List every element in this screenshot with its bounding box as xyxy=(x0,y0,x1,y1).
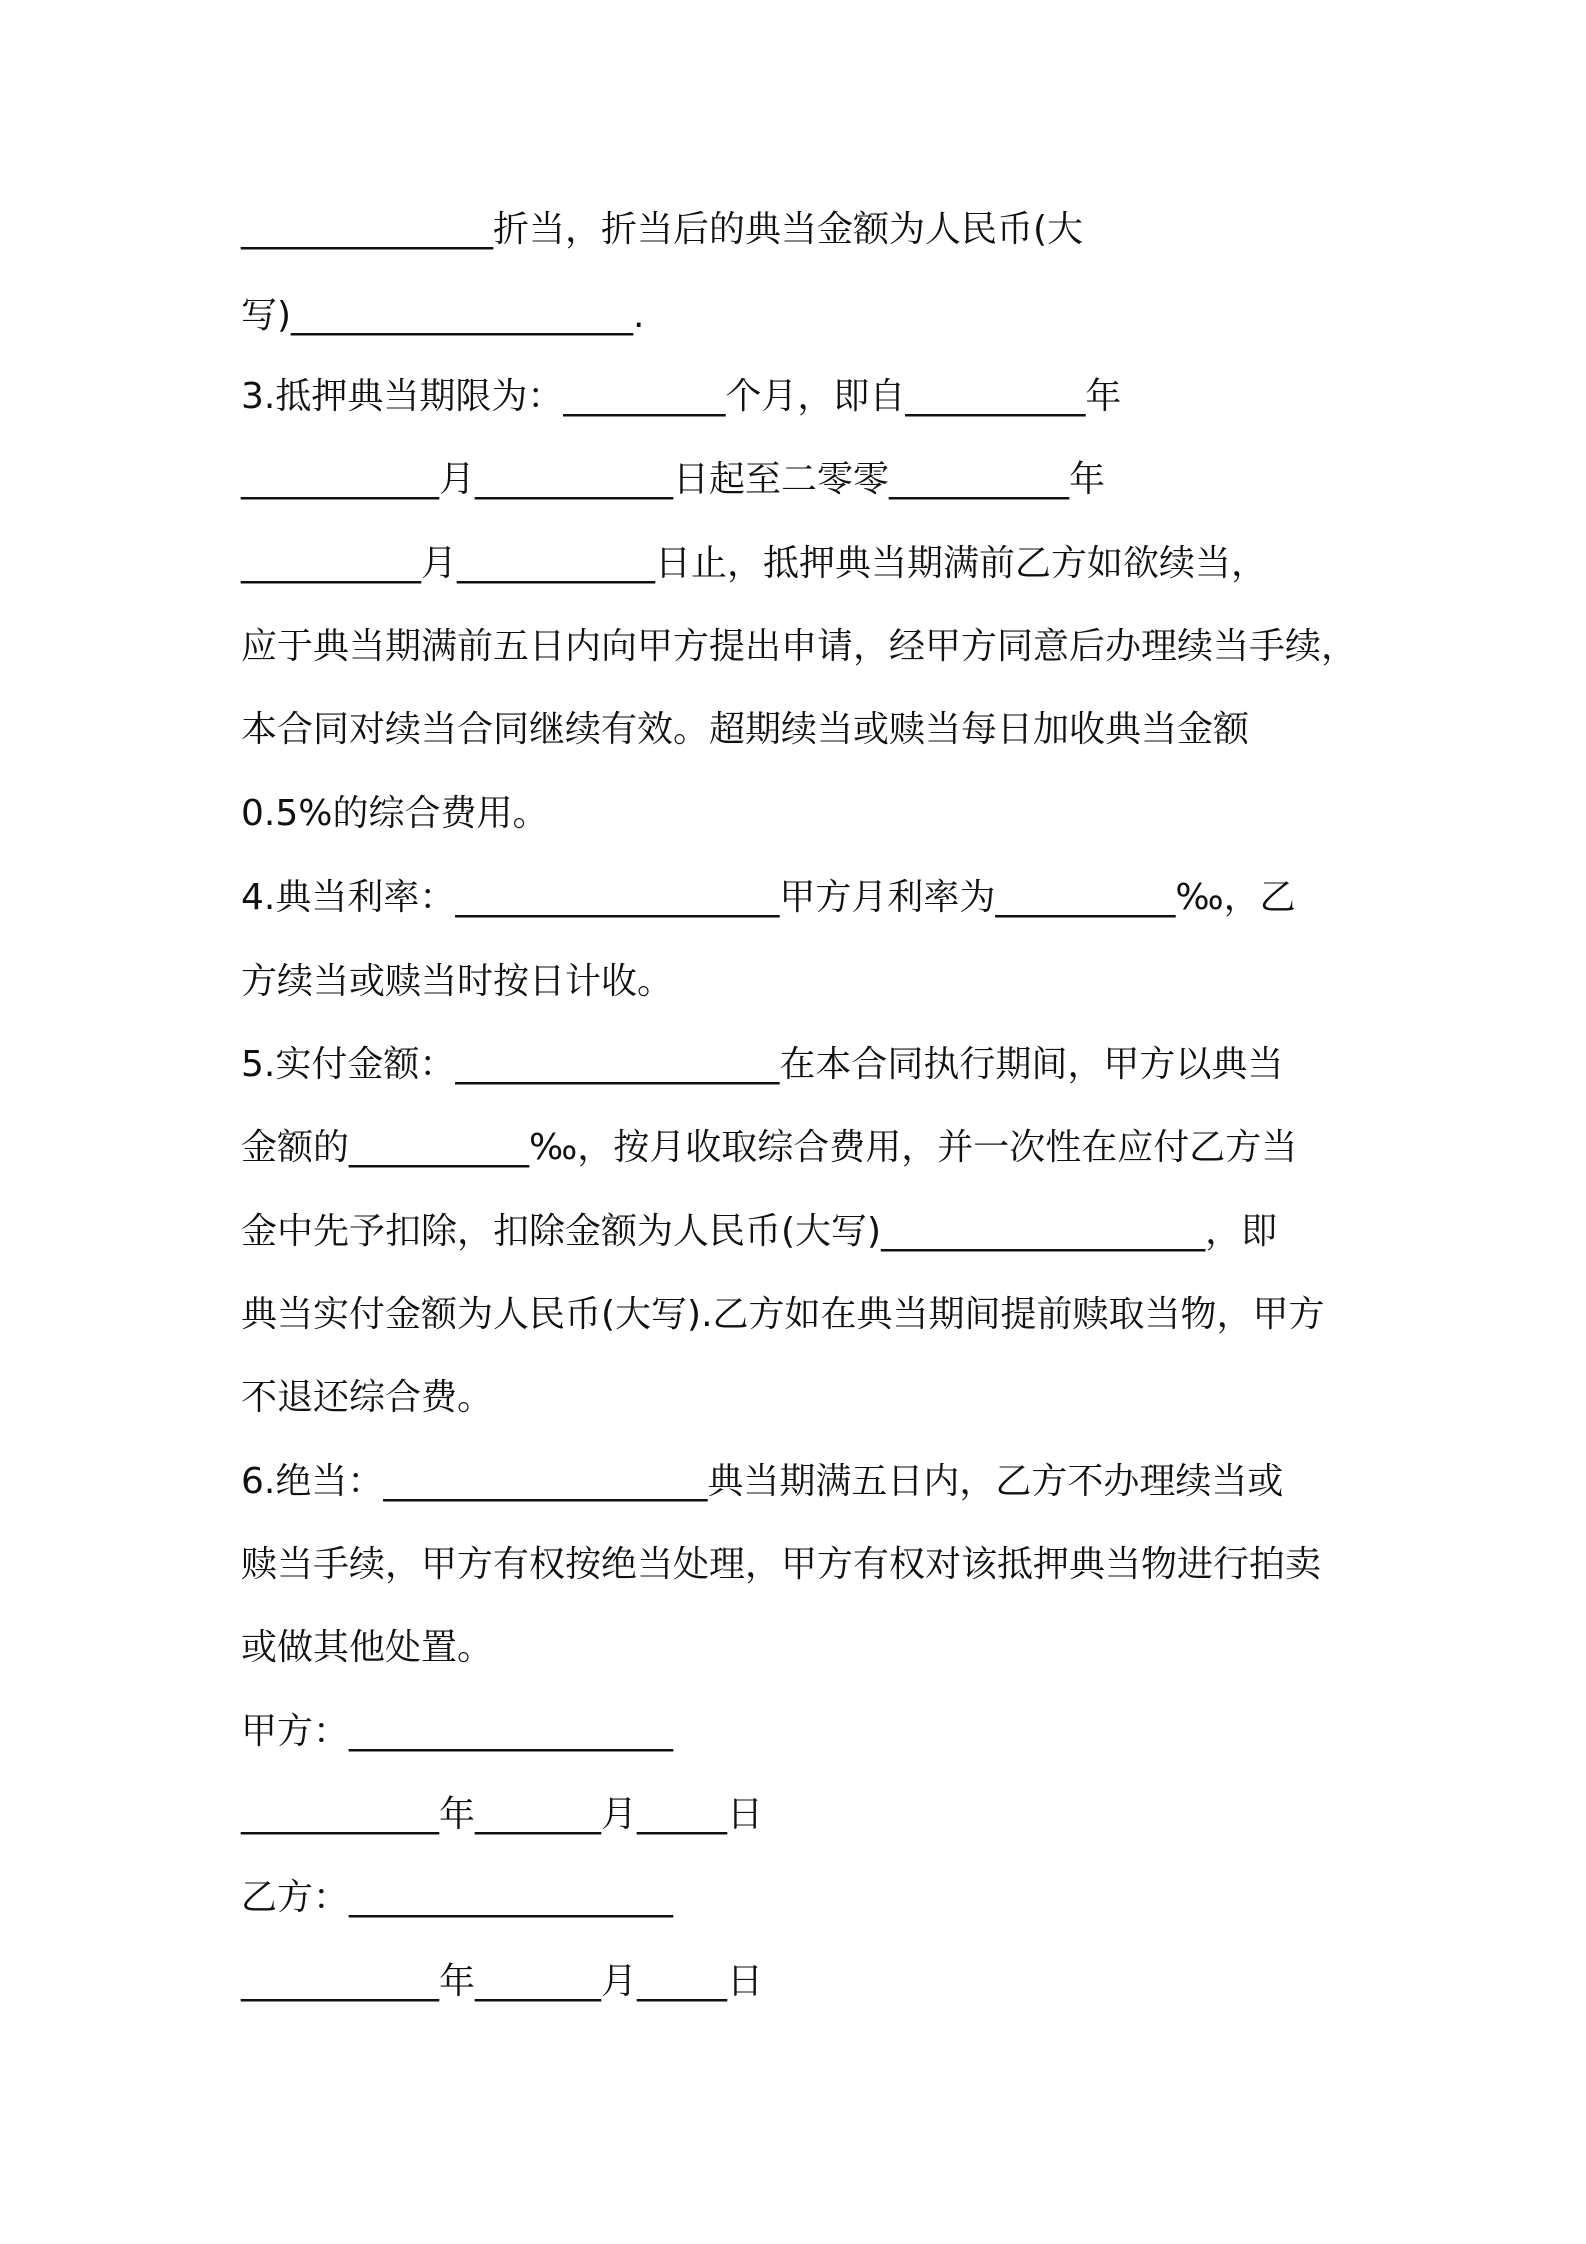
text-line-actual-payment: 典当实付金额为人民币(大写).乙方如在典当期间提前赎取当物，甲方 xyxy=(241,1294,1325,1335)
text-line-monthly-fee: 金额的__________‰，按月收取综合费用，并一次性在应付乙方当 xyxy=(241,1127,1298,1168)
text-line-other-disposal: 或做其他处置。 xyxy=(241,1627,494,1668)
text-line-term-dates: ___________月___________日起至二零零__________年 xyxy=(241,459,1106,500)
party-b-date: ___________年_______月_____日 xyxy=(241,1961,763,2002)
text-line-clause-3-term: 3.抵押典当期限为：_________个月，即自__________年 xyxy=(241,376,1122,417)
text-line-term-end: __________月___________日止，抵押典当期满前乙方如欲续当， xyxy=(241,543,1268,584)
text-line-daily-calculation: 方续当或赎当时按日计收。 xyxy=(241,961,674,1002)
text-line-conversion-amount: ______________折当，折当后的典当金额为人民币(大 xyxy=(241,209,1084,250)
text-line-overdue-fee: 0.5%的综合费用。 xyxy=(241,793,549,834)
text-line-amount-uppercase: 写)___________________. xyxy=(241,295,645,336)
text-line-forfeit-rights: 赎当手续，甲方有权按绝当处理，甲方有权对该抵押典当物进行拍卖 xyxy=(241,1544,1322,1585)
text-line-clause-4-rate: 4.典当利率：__________________甲方月利率为__________‰，乙 xyxy=(241,877,1296,918)
text-line-deduction: 金中先予扣除，扣除金额为人民币(大写)__________________，即 xyxy=(241,1211,1278,1252)
text-line-no-refund: 不退还综合费。 xyxy=(241,1377,494,1418)
text-line-renewal-validity: 本合同对续当合同继续有效。超期续当或赎当每日加收典当金额 xyxy=(241,709,1250,750)
text-line-clause-5-payment: 5.实付金额：__________________在本合同执行期间，甲方以典当 xyxy=(241,1044,1284,1085)
text-line-clause-6-forfeit: 6.绝当：__________________典当期满五日内，乙方不办理续当或 xyxy=(241,1461,1284,1502)
party-a-date: ___________年_______月_____日 xyxy=(241,1794,763,1835)
party-b-signature: 乙方：__________________ xyxy=(241,1877,674,1918)
text-line-renewal-application: 应于典当期满前五日内向甲方提出申请，经甲方同意后办理续当手续， xyxy=(241,626,1358,667)
party-a-signature: 甲方：__________________ xyxy=(241,1711,674,1752)
